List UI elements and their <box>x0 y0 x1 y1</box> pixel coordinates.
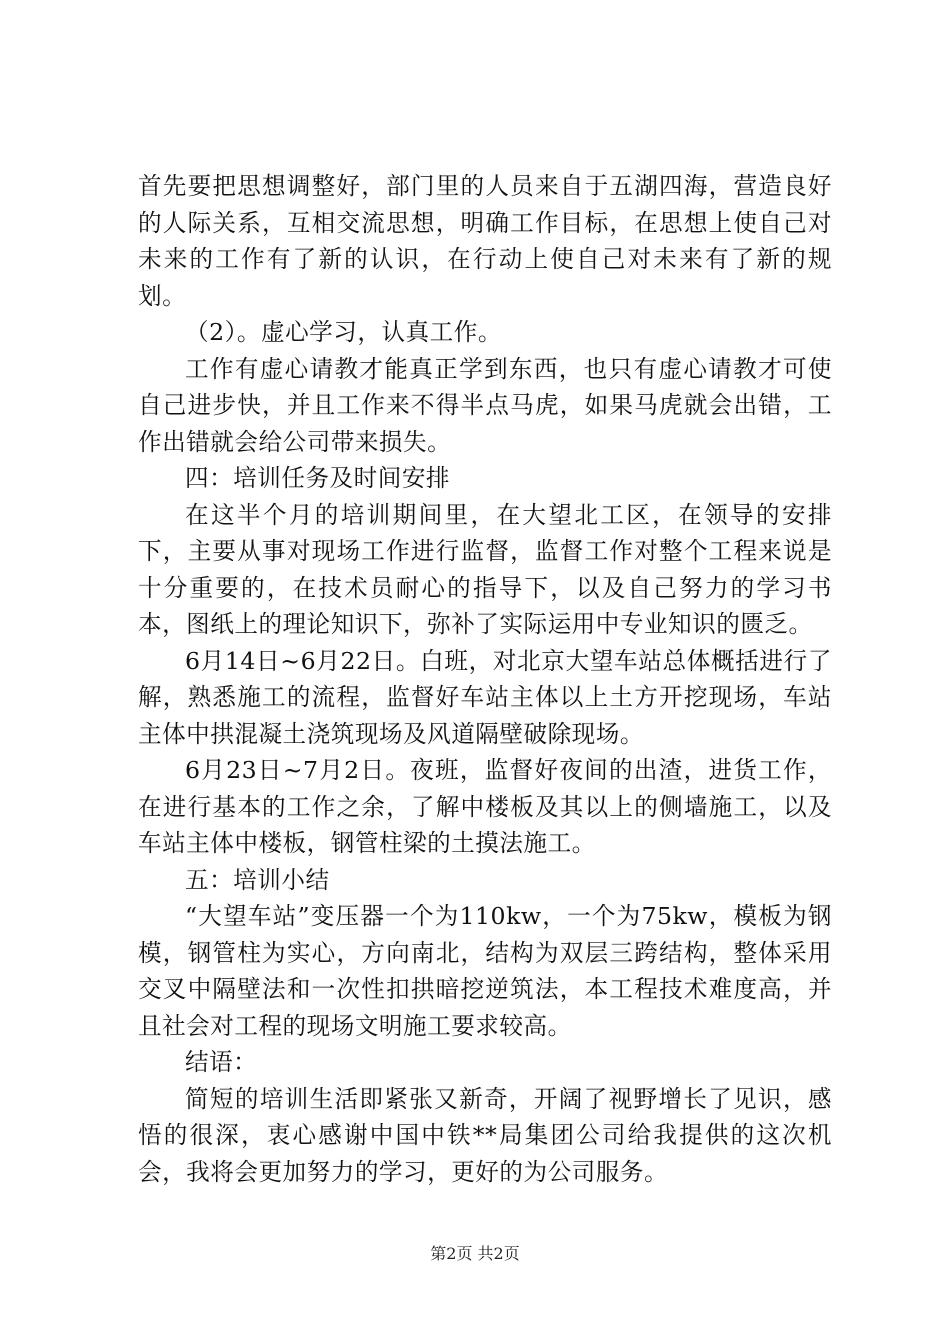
section-heading-5: 五：培训小结 <box>185 865 330 894</box>
section-heading-4: 四：培训任务及时间安排 <box>185 464 451 492</box>
page-number: 第2页 共2页 <box>430 1244 520 1263</box>
document-body <box>138 168 832 1190</box>
paragraph-7: 6月23日~7月2日。夜班，监督好夜间的出渣，进货工作，在进行基本的工作之余，了解中楼板及其以上的侧墙施工，以及车站主体中楼板，钢管柱梁的土摸法施工。 <box>138 756 832 857</box>
paragraph-11: 简短的培训生活即紧张又新奇，开阔了视野增长了见识，感悟的很深，衷心感谢中国中铁**局集团公司给我提供的这次机会，我将会更加努力的学习，更好的为公司服务。 <box>138 1084 832 1186</box>
paragraph-6: 6月14日~6月22日。白班，对北京大望车站总体概括进行了解，熟悉施工的流程，监督好车站主体以上土方开挖现场，车站主体中拱混凝土浇筑现场及风道隔壁破除现场。 <box>138 646 832 748</box>
paragraph-2: （2）。虚心学习，认真工作。 <box>185 318 502 346</box>
paragraph-3: 工作有虚心请教才能真正学到东西，也只有虚心请教才可使自己进步快，并且工作来不得半点马虎，如果马虎就会出错，工作出错就会给公司带来损失。 <box>138 354 832 456</box>
paragraph-5: 在这半个月的培训期间里，在大望北工区，在领导的安排下，主要从事对现场工作进行监督，监督工作对整个工程来说是十分重要的，在技术员耐心的指导下，以及自己努力的学习书本，图纸上的理论知识下，弥补了实际运用中专业知识的匮乏。 <box>138 500 832 638</box>
paragraph-1: 首先要把思想调整好，部门里的人员来自于五湖四海，营造良好的人际关系，互相交流思想，明确工作目标，在思想上使自己对未来的工作有了新的认识，在行动上使自己对未来有了新的规划。 <box>138 172 832 310</box>
conclusion-heading: 结语： <box>185 1048 258 1076</box>
paragraph-9: “大望车站”变压器一个为110kw，一个为75kw，模板为钢模，钢管柱为实心，方向南北，结构为双层三跨结构，整体采用交叉中隔壁法和一次性扣拱暗挖逆筑法，本工程技术难度高，并且社会对工程的现场文明施工要求较高。 <box>138 902 832 1040</box>
